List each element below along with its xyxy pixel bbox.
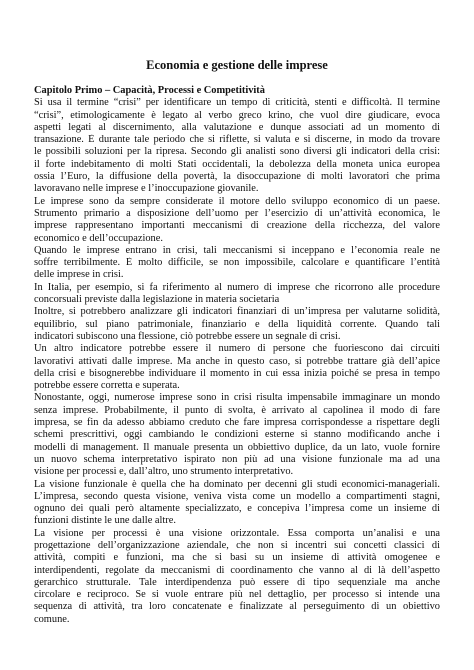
chapter-heading: Capitolo Primo – Capacità, Processi e Competitività [34, 85, 265, 96]
body-text-line: L’impresa, secondo questa visione, veniva vista come un modello a compartimenti stagni, [34, 490, 440, 502]
body-text-line: visione per processi e, dall’altro, uno strumento interpretativo. [34, 466, 294, 478]
body-text-line: gerarchico strutturale. Tale interdipendenza può essere di tipo sequenziale ma anche [34, 576, 440, 588]
document-title: Economia e gestione delle imprese [146, 58, 328, 72]
body-text-line: soffre terribilmente. È molto difficile, se non impossibile, calcolare e quantificare l’entità [34, 257, 440, 269]
body-text-line: senza imprese. Probabilmente, il punto di svolta, è arrivato al capolinea il modo di fare [34, 404, 440, 416]
body-text-line: Un altro indicatore potrebbe essere il numero di persone che fuoriescono dai circuiti [34, 343, 440, 355]
body-text-line: delle imprese in crisi. [34, 269, 124, 281]
body-text-line: Quando le imprese entrano in crisi, tali meccanismi si inceppano e l’economia reale ne [34, 244, 440, 256]
body-text-line: schemi prescrittivi, oggi cambiando le condizioni esterne si stanno modificando anche i [34, 429, 440, 441]
body-text-line: della crisi e bisognerebbe individuare il momento in cui essa inizia poiché se presa in tempo [34, 367, 440, 379]
body-text-line: potrebbe essere corretta e superata. [34, 380, 180, 392]
body-text-line: equilibrio, sul piano patrimoniale, finanziario e della liquidità corrente. Quando tali [34, 318, 440, 330]
document-body [34, 85, 440, 626]
body-text-line: circolare e reciproco. Se si vuole entrare più nel dettaglio, per processo si intende una [34, 589, 440, 601]
body-text-line: comune. [34, 613, 70, 625]
body-text-line: concorsuali previste dalla legislazione in materia societaria [34, 294, 280, 306]
body-text-line: economico e dell’occupazione. [34, 232, 163, 244]
body-text-line: il forte indebitamento di molti Stati occidentali, la debolezza della moneta unica europea [34, 158, 440, 170]
body-text-line: progettazione dell’organizzazione aziendale, che non si incentri sui concetti classici di [34, 539, 440, 551]
body-text-line: aspetti legati al discernimento, alla valutazione e dunque associati ad un momento di [34, 121, 440, 133]
body-text-line: “crisi”, etimologicamente è legato al verbo greco krino, che vuol dire giudicare, evoca [34, 109, 440, 121]
body-text-line: lavoravano nelle imprese e l’inoccupazione giovanile. [34, 183, 259, 195]
body-text-line: indicatori subiscono una flessione, ciò potrebbe essere un segnale di crisi. [34, 330, 341, 342]
body-text-line: le possibili soluzioni per la ripresa. Secondo gli analisti sono diversi gli indicatori della crisi: [34, 146, 440, 158]
body-text-line: lavorativi attivati dalle imprese. Ma anche in questo caso, si potrebbe trattare già dell’apice [34, 355, 440, 367]
body-text-line: imprese rappresentano importanti meccanismi di creazione della ricchezza, del valore [34, 220, 440, 232]
body-text-line: La visione funzionale è quella che ha dominato per decenni gli studi economici-manageriali. [34, 478, 440, 490]
body-text-line: Si usa il termine “crisi” per identificare un tempo di criticità, stenti e difficoltà. Il termine [34, 97, 440, 109]
body-text-line: sequenza di attività, tra loro concatenate e finalizzate al perseguimento di un obiettivo [34, 601, 440, 613]
body-text-line: La visione per processi è una visione orizzontale. Essa comporta un’analisi e una [34, 527, 440, 539]
body-text-line: ognuno dei quali però altamente specializzato, e concepiva l’impresa come un insieme di [34, 503, 440, 515]
body-text-line: Le imprese sono da sempre considerate il motore dello sviluppo economico di un paese. [34, 195, 440, 207]
body-text-line: ossia l’Euro, la diffusione della povertà, la disoccupazione di molti lavoratori che prima [34, 171, 440, 183]
body-text-line: attività, compiti e funzioni, ma che si basi su un insieme di attività omogenee e [34, 552, 440, 564]
body-text-line: impresa, se fin da adesso abbiamo creduto che fare impresa corrispondesse a rispettare degli [34, 417, 440, 429]
body-text-line: Inoltre, si potrebbero analizzare gli indicatori finanziari di un’impresa per valutarne solidità, [34, 306, 440, 318]
body-text-line: interdipendenti, regolate da meccanismi di coordinamento che vanno al di là dell’aspetto [34, 564, 440, 576]
body-text-line: modelli di management. Il manuale presenta un obbiettivo duplice, da un lato, vuole fornire [34, 441, 440, 453]
body-text-line: Strumento primario a disposizione dell’uomo per l’esercizio di un’attività economica, le [34, 207, 440, 219]
body-text-line: transazione. È durante tale periodo che si riflette, si valuta e si discerne, in modo da trovare [34, 134, 440, 146]
body-text-line: funzioni distinte le une dalle altre. [34, 515, 176, 527]
body-text-line: In Italia, per esempio, si fa riferimento al numero di imprese che ricorrono alle procedure [34, 281, 440, 293]
body-text-line: un nuovo schema interpretativo ispirato non più ad una visione funzionale ma ad una [34, 453, 440, 465]
body-text-line: Nonostante, oggi, numerose imprese sono in crisi risulta impensabile immaginare un mondo [34, 392, 440, 404]
